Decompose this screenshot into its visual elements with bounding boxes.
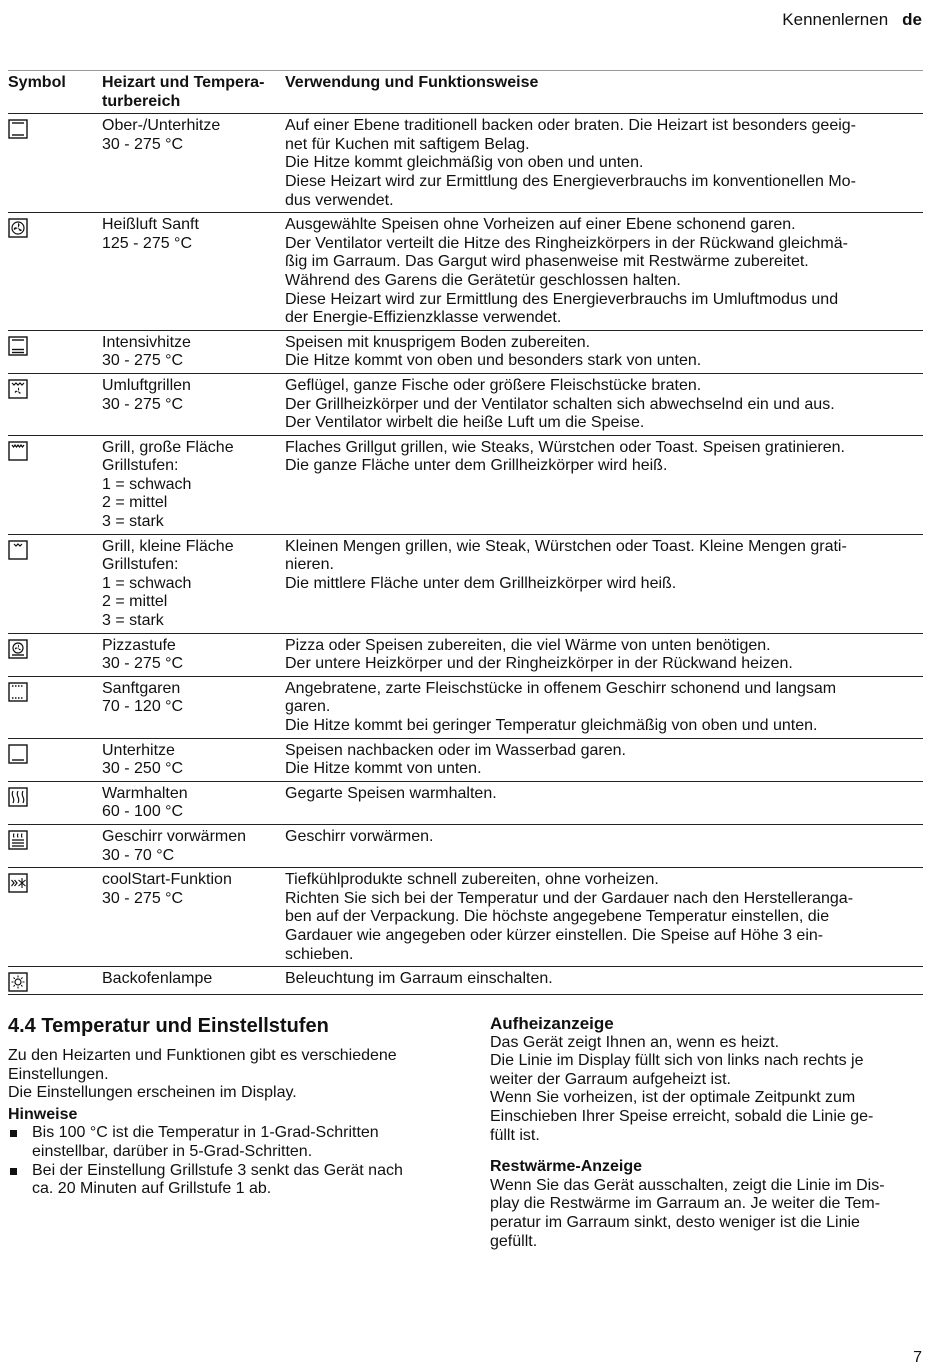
heat-line: 30 - 250 °C bbox=[102, 760, 184, 778]
symbol-cell bbox=[8, 967, 102, 995]
bullet-icon bbox=[10, 1168, 17, 1175]
heat-line: Grillstufen: bbox=[102, 457, 179, 475]
symbol-cell bbox=[8, 435, 102, 534]
use-line: Die Hitze kommt gleichmäßig von oben und unten. bbox=[285, 154, 644, 172]
table-row bbox=[8, 676, 923, 738]
use-line: Speisen nachbacken oder im Wasserbad garen. bbox=[285, 741, 626, 759]
use-line: dus verwendet. bbox=[285, 191, 394, 209]
heat-line: Pizzastufe bbox=[102, 636, 176, 654]
use-line: Geschirr vorwärmen. bbox=[285, 827, 434, 845]
use-cell bbox=[285, 435, 923, 534]
use-line: nieren. bbox=[285, 556, 334, 574]
heat-line: 30 - 275 °C bbox=[102, 135, 184, 153]
section-title: 4.4 Temperatur und Einstellstufen bbox=[8, 1015, 329, 1037]
grill-large-area-icon bbox=[8, 441, 28, 461]
table-row bbox=[8, 967, 923, 995]
note-line: ca. 20 Minuten auf Grillstufe 1 ab. bbox=[32, 1180, 272, 1198]
notes-heading: Hinweise bbox=[8, 1105, 78, 1123]
use-cell bbox=[285, 330, 923, 373]
text-line: gefüllt. bbox=[490, 1232, 538, 1250]
heat-cell bbox=[102, 824, 285, 867]
use-line: Kleinen Mengen grillen, wie Steak, Würstchen oder Toast. Kleine Mengen grati- bbox=[285, 537, 847, 555]
top-bottom-heat-icon bbox=[8, 119, 28, 139]
use-cell bbox=[285, 824, 923, 867]
table-row bbox=[8, 738, 923, 781]
heat-line: Grillstufen: bbox=[102, 556, 179, 574]
residual-heat-title: Restwärme-Anzeige bbox=[490, 1158, 643, 1176]
use-cell bbox=[285, 534, 923, 633]
heat-line: 1 = schwach bbox=[102, 475, 192, 493]
note-line: einstellbar, darüber in 5-Grad-Schritten. bbox=[32, 1142, 313, 1160]
use-line: Die ganze Fläche unter dem Grillheizkörper wird heiß. bbox=[285, 457, 668, 475]
symbol-cell bbox=[8, 373, 102, 435]
use-line: Der untere Heizkörper und der Ringheizkörper in der Rückwand heizen. bbox=[285, 655, 793, 673]
intro-line: Einstellungen. bbox=[8, 1065, 109, 1083]
symbol-cell bbox=[8, 213, 102, 331]
heat-line: 2 = mittel bbox=[102, 494, 168, 512]
page-header bbox=[782, 10, 922, 30]
use-cell bbox=[285, 868, 923, 967]
table-row bbox=[8, 633, 923, 676]
table-row bbox=[8, 114, 923, 213]
text-line: Die Linie im Display füllt sich von links nach rechts je bbox=[490, 1052, 864, 1070]
use-line: Flaches Grillgut grillen, wie Steaks, Würstchen oder Toast. Speisen gratinieren. bbox=[285, 438, 845, 456]
heat-cell bbox=[102, 330, 285, 373]
heat-line: Backofenlampe bbox=[102, 970, 213, 988]
heat-line: 125 - 275 °C bbox=[102, 234, 193, 252]
use-line: Die Hitze kommt bei geringer Temperatur gleichmäßig von oben und unten. bbox=[285, 717, 818, 734]
text-line: füllt ist. bbox=[490, 1126, 540, 1144]
slow-cook-icon bbox=[8, 682, 28, 702]
symbol-cell bbox=[8, 738, 102, 781]
heat-line: 60 - 100 °C bbox=[102, 803, 184, 821]
table-row bbox=[8, 330, 923, 373]
use-cell bbox=[285, 738, 923, 781]
heat-cell bbox=[102, 114, 285, 213]
heat-cell bbox=[102, 738, 285, 781]
header-lang: de bbox=[902, 10, 922, 29]
table-row bbox=[8, 213, 923, 331]
heat-line: 3 = stark bbox=[102, 612, 164, 630]
use-line: Diese Heizart wird zur Ermittlung des Energieverbrauchs im Umluftmodus und bbox=[285, 290, 839, 308]
table-row bbox=[8, 373, 923, 435]
use-cell bbox=[285, 633, 923, 676]
grill-small-area-icon bbox=[8, 540, 28, 560]
intro-line: Die Einstellungen erscheinen im Display. bbox=[8, 1084, 297, 1102]
text-line: peratur im Garraum sinkt, desto weniger ist die Linie bbox=[490, 1213, 860, 1231]
heat-line: Grill, große Fläche bbox=[102, 438, 234, 456]
symbol-cell bbox=[8, 114, 102, 213]
heat-line: 30 - 275 °C bbox=[102, 395, 184, 413]
heat-cell bbox=[102, 633, 285, 676]
use-line: Pizza oder Speisen zubereiten, die viel Wärme von unten benötigen. bbox=[285, 636, 771, 654]
display-info bbox=[490, 1015, 920, 1251]
header-section: Kennenlernen bbox=[782, 10, 889, 29]
use-line: Angebratene, zarte Fleischstücke in offenem Geschirr schonend und langsam bbox=[285, 679, 837, 697]
heat-line: 30 - 70 °C bbox=[102, 846, 175, 864]
col-header-heat-line: turbereich bbox=[102, 92, 181, 110]
use-line: Speisen mit knusprigem Boden zubereiten. bbox=[285, 333, 591, 351]
use-line: Diese Heizart wird zur Ermittlung des Energieverbrauchs im konventionellen Mo- bbox=[285, 172, 856, 190]
intro-line: Zu den Heizarten und Funktionen gibt es verschiedene bbox=[8, 1047, 397, 1064]
heat-line: Sanftgaren bbox=[102, 679, 181, 697]
col-header-heat bbox=[102, 71, 285, 114]
heat-line: 30 - 275 °C bbox=[102, 655, 184, 673]
heat-indicator-title: Aufheizanzeige bbox=[490, 1014, 614, 1033]
heat-cell bbox=[102, 213, 285, 331]
use-line: garen. bbox=[285, 698, 331, 716]
heat-line: 70 - 120 °C bbox=[102, 698, 184, 716]
hot-air-gentle-icon bbox=[8, 218, 28, 238]
table-row bbox=[8, 868, 923, 967]
use-line: ßig im Garraum. Das Gargut wird phasenweise mit Restwärme zubereitet. bbox=[285, 253, 809, 271]
section-body bbox=[8, 1047, 453, 1199]
table-row bbox=[8, 781, 923, 824]
table-row bbox=[8, 435, 923, 534]
col-header-heat-line: Heizart und Tempera- bbox=[102, 74, 265, 91]
use-cell bbox=[285, 676, 923, 738]
use-line: Der Ventilator verteilt die Hitze des Ringheizkörpers in der Rückwand gleichmä- bbox=[285, 234, 848, 252]
heat-cell bbox=[102, 435, 285, 534]
use-line: Gardauer wie angegeben oder kürzer einstellen. Die Speise auf Höhe 3 ein- bbox=[285, 926, 824, 944]
col-header-use: Verwendung und Funktionsweise bbox=[285, 71, 923, 114]
symbol-cell bbox=[8, 781, 102, 824]
table-row bbox=[8, 534, 923, 633]
table-header-row bbox=[8, 71, 923, 114]
text-line: Das Gerät zeigt Ihnen an, wenn es heizt. bbox=[490, 1033, 780, 1051]
note-line: Bis 100 °C ist die Temperatur in 1-Grad-Schritten bbox=[32, 1124, 379, 1142]
symbol-cell bbox=[8, 824, 102, 867]
use-line: schieben. bbox=[285, 945, 354, 963]
col-header-symbol: Symbol bbox=[8, 71, 102, 114]
heat-line: Warmhalten bbox=[102, 784, 188, 802]
coolstart-icon bbox=[8, 873, 28, 893]
heat-cell bbox=[102, 781, 285, 824]
heat-cell bbox=[102, 373, 285, 435]
heat-cell bbox=[102, 534, 285, 633]
use-line: Der Grillheizkörper und der Ventilator schalten sich abwechselnd ein und aus. bbox=[285, 395, 835, 413]
symbol-cell bbox=[8, 868, 102, 967]
heat-cell bbox=[102, 868, 285, 967]
use-cell bbox=[285, 213, 923, 331]
notes-list bbox=[8, 1124, 453, 1198]
heat-line: Unterhitze bbox=[102, 741, 175, 759]
keep-warm-icon bbox=[8, 787, 28, 807]
symbol-cell bbox=[8, 633, 102, 676]
bottom-heat-icon bbox=[8, 744, 28, 764]
heating-modes-table bbox=[8, 70, 923, 995]
use-line: Der Ventilator wirbelt die heiße Luft um die Speise. bbox=[285, 414, 645, 432]
use-line: Ausgewählte Speisen ohne Vorheizen auf einer Ebene schonend garen. bbox=[285, 216, 796, 234]
use-line: Geflügel, ganze Fische oder größere Fleischstücke braten. bbox=[285, 376, 702, 394]
use-line: Beleuchtung im Garraum einschalten. bbox=[285, 970, 553, 988]
use-cell bbox=[285, 114, 923, 213]
use-line: Die Hitze kommt von oben und besonders stark von unten. bbox=[285, 352, 702, 370]
heat-line: coolStart-Funktion bbox=[102, 871, 232, 889]
circulated-air-grill-icon bbox=[8, 379, 28, 399]
heat-line: Ober-/Unterhitze bbox=[102, 117, 221, 135]
heat-line: 2 = mittel bbox=[102, 593, 168, 611]
symbol-cell bbox=[8, 676, 102, 738]
use-line: ben auf der Verpackung. Die höchste angegebene Temperatur einstellen, die bbox=[285, 908, 830, 926]
text-line: Einschieben Ihrer Speise erreicht, sobald die Linie ge- bbox=[490, 1107, 874, 1125]
heat-line: Grill, kleine Fläche bbox=[102, 537, 234, 555]
heat-line: Umluftgrillen bbox=[102, 376, 191, 394]
use-line: Während des Garens die Gerätetür geschlossen halten. bbox=[285, 271, 681, 289]
heat-cell bbox=[102, 676, 285, 738]
use-line: Gegarte Speisen warmhalten. bbox=[285, 784, 497, 802]
use-line: Tiefkühlprodukte schnell zubereiten, ohne vorheizen. bbox=[285, 871, 659, 889]
heat-line: 30 - 275 °C bbox=[102, 889, 184, 907]
bullet-icon bbox=[10, 1130, 17, 1137]
table-body bbox=[8, 114, 923, 995]
use-line: Die mittlere Fläche unter dem Grillheizkörper wird heiß. bbox=[285, 574, 677, 592]
plate-warming-icon bbox=[8, 830, 28, 850]
use-line: der Energie-Effizienzklasse verwendet. bbox=[285, 309, 562, 327]
page-number: 7 bbox=[913, 1349, 922, 1366]
note-line: Bei der Einstellung Grillstufe 3 senkt das Gerät nach bbox=[32, 1161, 403, 1179]
text-line: play die Restwärme im Garraum an. Je weiter die Tem- bbox=[490, 1195, 881, 1213]
heat-line: 3 = stark bbox=[102, 513, 164, 531]
list-item bbox=[8, 1162, 453, 1199]
pizza-setting-icon bbox=[8, 639, 28, 659]
use-line: Richten Sie sich bei der Temperatur und der Gardauer nach den Herstelleranga- bbox=[285, 889, 854, 907]
table-row bbox=[8, 824, 923, 867]
use-cell bbox=[285, 373, 923, 435]
heat-line: Geschirr vorwärmen bbox=[102, 827, 247, 845]
heat-cell bbox=[102, 967, 285, 995]
heat-line: Intensivhitze bbox=[102, 333, 191, 351]
heat-line: 30 - 275 °C bbox=[102, 352, 184, 370]
use-line: Auf einer Ebene traditionell backen oder braten. Die Heizart ist besonders geeig- bbox=[285, 117, 856, 135]
use-line: net für Kuchen mit saftigem Belag. bbox=[285, 135, 530, 153]
list-item bbox=[8, 1124, 453, 1161]
text-line: Wenn Sie vorheizen, ist der optimale Zeitpunkt zum bbox=[490, 1089, 856, 1107]
symbol-cell bbox=[8, 534, 102, 633]
symbol-cell bbox=[8, 330, 102, 373]
heat-line: Heißluft Sanft bbox=[102, 216, 199, 234]
use-cell bbox=[285, 967, 923, 995]
use-cell bbox=[285, 781, 923, 824]
use-line: Die Hitze kommt von unten. bbox=[285, 760, 482, 778]
heat-line: 1 = schwach bbox=[102, 574, 192, 592]
text-line: weiter der Garraum aufgeheizt ist. bbox=[490, 1070, 731, 1088]
intensive-heat-icon bbox=[8, 336, 28, 356]
text-line: Wenn Sie das Gerät ausschalten, zeigt die Linie im Dis- bbox=[490, 1176, 885, 1194]
oven-lamp-icon bbox=[8, 972, 28, 992]
